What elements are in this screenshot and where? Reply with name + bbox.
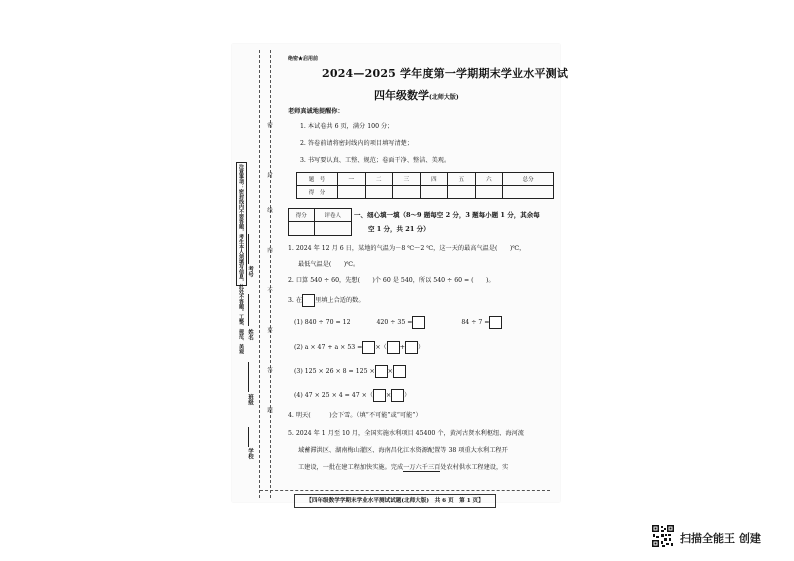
question-3-pre: 3. 在 [288, 297, 303, 304]
question-5-line3-pre: 工建设，一批在建工程加快实施。完成 [298, 464, 404, 471]
question-3-2b: ×（ [375, 344, 387, 351]
grader-name-label: 评卷人 [314, 209, 351, 222]
score-entry[interactable] [448, 186, 476, 199]
answer-box[interactable] [373, 389, 386, 402]
score-table-cell: 二 [365, 173, 393, 186]
question-3-4b: × [385, 392, 392, 399]
answer-box[interactable] [412, 316, 425, 329]
question-3-3 [294, 365, 406, 378]
page-footer: 【四年级数学学期末学业水平测试试题(北师大版) 共 6 页 第 1 页】 [294, 494, 496, 508]
score-table [296, 172, 554, 199]
field-class-label: 班级 [247, 394, 253, 405]
question-1-line2: 最低气温是( )℃。 [298, 261, 360, 268]
instruction-item: 2. 答卷前请将密封线内的项目填写清楚； [300, 140, 414, 147]
score-table-cell: 六 [475, 173, 503, 186]
grader-name-entry[interactable] [314, 222, 351, 236]
instruction-item: 3. 书写要认真、工整、规范；卷面干净、整洁、美观。 [300, 157, 451, 164]
field-name-label: 姓名 [247, 329, 253, 340]
qr-code-icon [652, 525, 674, 547]
field-school-label: 学校 [247, 448, 253, 459]
question-5-line1: 5. 2024 年 1 月至 10 月，全国实施水利项目 45400 个，黄河古贤水利枢纽、海河流 [288, 430, 524, 437]
notice-text: 注意事项：密封线内不要答题，考生本人须填写信息，此处不答题。工整、规范、美观 [238, 164, 244, 354]
question-5-line2: 域蓄滞洪区、湖南梅山灌区、海南昌化江水资源配置等 38 项重大水利工程开 [298, 447, 508, 454]
score-entry[interactable] [365, 186, 393, 199]
score-table-cell: 五 [448, 173, 476, 186]
grader-score-entry[interactable] [289, 222, 315, 236]
score-table-cell: 三 [393, 173, 421, 186]
field-id-line [248, 234, 249, 264]
question-3-2d: ） [417, 344, 425, 351]
question-5-line3 [298, 462, 508, 471]
seal-char: 密 [266, 122, 272, 128]
answer-box[interactable] [393, 365, 406, 378]
score-entry[interactable] [475, 186, 503, 199]
question-3-1a: (1) 840 ÷ 70 = 12 [294, 319, 351, 326]
section1-title-cont: 空 1 分，共 21 分） [368, 225, 430, 233]
answer-box[interactable] [489, 316, 502, 329]
question-3-post: 里填上合适的数。 [315, 297, 365, 304]
score-entry[interactable] [503, 186, 554, 199]
score-table-header-row [297, 173, 554, 186]
answer-box[interactable] [391, 389, 404, 402]
question-3-stem [288, 294, 365, 307]
seal-char: 答 [266, 367, 272, 373]
answer-box[interactable] [387, 341, 400, 354]
scanner-brand: 扫描全能王 创建 [680, 532, 761, 545]
seal-char: 线 [266, 207, 272, 213]
question-5-line3-post: 处农村供水工程建设，实 [440, 464, 509, 471]
answer-box[interactable] [302, 294, 315, 307]
field-id-label: 考号 [247, 266, 253, 277]
question-3-4a: (4) 47 × 25 × 4 = 47 ×（ [294, 392, 373, 399]
seal-char: 要 [266, 327, 272, 333]
question-3-1 [294, 316, 502, 329]
question-3-4 [294, 389, 410, 402]
seal-char: 不 [266, 287, 272, 293]
field-class-line [248, 362, 249, 392]
field-school-line [248, 427, 249, 447]
section1-title: 一、细心填一填（8～9 题每空 2 分，3 题每小题 1 分，其余每 [354, 211, 540, 219]
seal-char: 题 [266, 407, 272, 413]
score-table-cell: 得 分 [297, 186, 338, 199]
exam-subtitle [374, 84, 459, 103]
field-name-line [248, 294, 249, 326]
edition: (北师大版) [429, 94, 459, 101]
secret-label: 绝密★启用前 [288, 56, 319, 62]
seal-char: 封 [266, 172, 272, 178]
answer-box[interactable] [362, 341, 375, 354]
score-entry[interactable] [338, 186, 366, 199]
question-3-3b: × [387, 368, 393, 375]
question-2: 2. 口算 540 ÷ 60，先想( )个 60 是 540，所以 540 ÷ 60 = ( )。 [288, 277, 495, 284]
grade-subject: 四年级数学 [374, 89, 429, 102]
question-3-1b: 420 ÷ 35 = [376, 319, 413, 326]
grader-box [288, 208, 352, 236]
answer-box[interactable] [375, 365, 388, 378]
footer-divider [260, 490, 550, 491]
question-3-2 [294, 341, 424, 354]
question-1-line1: 1. 2024 年 12 月 6 日，某地的气温为－8 ℃～2 ℃，这一天的最高气温是( )℃， [288, 245, 526, 252]
score-entry[interactable] [420, 186, 448, 199]
grader-score-label: 得分 [289, 209, 315, 222]
exam-title: 2024—2025 学年度第一学期期末学业水平测试 [322, 67, 569, 80]
seal-line-inner [259, 50, 260, 498]
question-5-underlined: 一万六千三百 [403, 464, 441, 471]
question-3-1c: 84 ÷ 7 = [461, 319, 490, 326]
seal-line-outer [270, 50, 271, 498]
score-table-cell: 一 [338, 173, 366, 186]
question-3-4c: ） [404, 392, 411, 399]
instructions-heading: 老师真诚地提醒你： [288, 108, 344, 115]
answer-box[interactable] [405, 341, 418, 354]
question-3-2c: + [399, 344, 405, 351]
score-table-cell: 四 [420, 173, 448, 186]
score-table-cell: 总分 [503, 173, 554, 186]
seal-char: 内 [266, 247, 272, 253]
score-entry[interactable] [393, 186, 421, 199]
score-table-cell: 题 号 [297, 173, 338, 186]
question-3-3a: (3) 125 × 26 × 8 = 125 × [294, 368, 375, 375]
question-4: 4. 明天( )会下雪。（填“不可能”或“可能”） [288, 412, 422, 419]
exam-paper [232, 44, 569, 504]
question-3-2a: (2) a × 47 + a × 53 = [294, 344, 363, 351]
score-table-score-row [297, 186, 554, 199]
instruction-item: 1. 本试卷共 6 页，满分 100 分； [300, 123, 394, 130]
